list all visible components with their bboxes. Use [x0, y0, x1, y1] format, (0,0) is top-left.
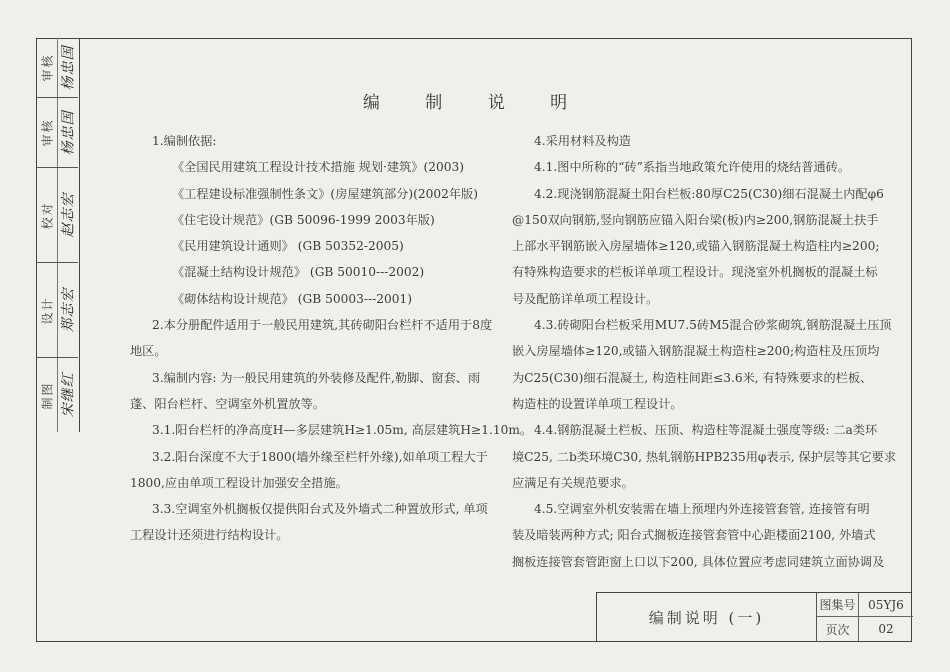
- text-line: 地区。: [130, 344, 167, 359]
- text-line: 境C25, 二b类环境C30, 热轧钢筋HPB235用φ表示, 保护层等其它要求: [512, 449, 897, 464]
- text-line: 4.5.空调室外机安装需在墙上预埋内外连接管套管, 连接管有明: [534, 502, 870, 517]
- text-line: 1800,应由单项工程设计加强安全措施。: [130, 475, 348, 490]
- text-line: 构造柱的设置详单项工程设计。: [512, 396, 683, 411]
- page-number-label: 页次: [817, 617, 859, 641]
- text-line: 《工程建设标准强制性条文》(房屋建筑部分)(2002年版): [172, 186, 478, 201]
- text-line: 为C25(C30)细石混凝土, 构造柱间距≤3.6米, 有特殊要求的栏板、: [512, 370, 873, 385]
- text-line: 装及暗装两种方式; 阳台式搁板连接管套管中心距楼面2100, 外墙式: [512, 528, 876, 543]
- left-text-column: [130, 128, 533, 549]
- drawing-title: 编制说明 (一): [597, 593, 817, 642]
- text-line: 2.本分册配件适用于一般民用建筑,其砖砌阳台栏杆不适用于8度: [152, 318, 493, 333]
- atlas-number-value: 05YJ6: [859, 593, 913, 617]
- title-row: [36, 358, 78, 432]
- text-line: 4.2.现浇钢筋混凝土阳台栏板:80厚C25(C30)细石混凝土内配φ6: [534, 186, 884, 201]
- text-line: 工程设计还须进行结构设计。: [130, 528, 289, 543]
- text-line: 《住宅设计规范》(GB 50096-1999 2003年版): [172, 212, 435, 227]
- page-heading: 编 制 说 明: [362, 93, 588, 113]
- text-line: 3.2.阳台深度不大于1800(墙外缘至栏杆外缘),如单项工程大于: [152, 449, 488, 464]
- signature: 杨忠国: [60, 110, 77, 155]
- text-line: 3.1.阳台栏杆的净高度H—多层建筑H≥1.05m, 高层建筑H≥1.10m。: [152, 423, 533, 438]
- text-line: @150双向钢筋,竖向钢筋应锚入阳台梁(板)内≥200,钢筋混凝土扶手: [512, 212, 879, 227]
- text-line: 上部水平钢筋嵌入房屋墙体≥120,或锚入钢筋混凝土构造柱内≥200;: [512, 239, 880, 254]
- text-line: 4.4.钢筋混凝土栏板、压顶、构造柱等混凝土强度等级: 二a类环: [534, 423, 878, 438]
- signature: 宋继红: [60, 372, 77, 418]
- signature: 赵志宏: [60, 192, 77, 238]
- text-line: 搁板连接管套管距窗上口以下200, 具体位置应考虑同建筑立面协调及: [512, 554, 885, 569]
- title-row-role: 设计: [36, 263, 58, 357]
- text-line: 《全国民用建筑工程设计技术措施 规划·建筑》(2003): [172, 160, 465, 175]
- text-line: 嵌入房屋墙体≥120,或锚入钢筋混凝土构造柱≥200;构造柱及压顶均: [512, 344, 880, 359]
- text-line: 4.1.图中所称的“砖”系指当地政策允许使用的烧结普通砖。: [534, 160, 851, 175]
- title-row-role: 审核: [36, 98, 58, 167]
- text-line: 《混凝土结构设计规范》 (GB 50010---2002): [172, 265, 425, 280]
- title-row-role: 审核: [36, 38, 58, 97]
- title-block: [596, 592, 912, 642]
- title-row-role: 制图: [36, 358, 58, 432]
- text-line: 3.3.空调室外机搁板仅提供阳台式及外墙式二种置放形式, 单项: [152, 502, 488, 517]
- text-line: 《砌体结构设计规范》 (GB 50003---2001): [172, 291, 412, 306]
- text-line: 蓬、阳台栏杆、空调室外机置放等。: [130, 396, 325, 411]
- text-line: 号及配筋详单项工程设计。: [512, 291, 659, 306]
- signature: 杨忠国: [60, 45, 77, 90]
- text-line: 4.3.砖砌阳台栏板采用MU7.5砖M5混合砂浆砌筑,钢筋混凝土压顶: [534, 318, 892, 333]
- title-row-role: 校对: [36, 168, 58, 262]
- page-number-value: 02: [878, 622, 894, 636]
- text-line: 应满足有关规范要求。: [512, 475, 634, 490]
- text-line: 4.采用材料及构造: [534, 134, 631, 148]
- right-text-column: [512, 128, 897, 575]
- text-line: 有特殊构造要求的栏板详单项工程设计。现浇室外机搁板的混凝土标: [512, 265, 878, 280]
- text-line: 《民用建筑设计通则》 (GB 50352-2005): [172, 239, 404, 254]
- signature: 郑志宏: [60, 287, 77, 333]
- text-line: 3.编制内容: 为一般民用建筑的外装修及配件,勒脚、窗套、雨: [152, 370, 481, 385]
- title-row: [36, 168, 78, 263]
- title-row: [36, 263, 78, 358]
- text-line: 1.编制依据:: [152, 134, 217, 148]
- atlas-number-label: 图集号: [817, 593, 859, 617]
